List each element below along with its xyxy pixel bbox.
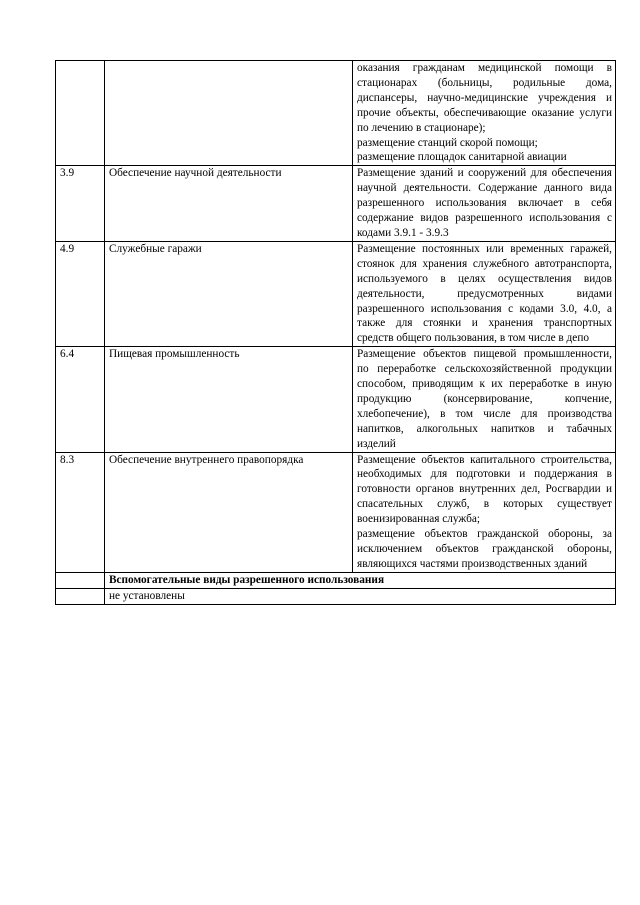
aux-value: не установлены: [105, 588, 616, 604]
name-cell: Служебные гаражи: [105, 241, 353, 346]
aux-value-row: [56, 588, 616, 604]
description-paragraph: Размещение объектов капитального строительства, необходимых для подготовки и поддержания в готовности органов внутренних дел, Росгвардии и спасательных служб, в которых существует военизированная служба;: [357, 453, 612, 526]
table-row: [56, 347, 616, 452]
name-cell: Пищевая промышленность: [105, 347, 353, 452]
code-cell: 3.9: [56, 166, 105, 242]
document-page: [55, 60, 615, 605]
description-paragraph: размещение объектов гражданской обороны, за исключением объектов гражданской обороны, являющихся частями производственных зданий: [357, 528, 612, 570]
code-cell: 8.3: [56, 452, 105, 572]
code-cell: [56, 61, 105, 166]
aux-heading: Вспомогательные виды разрешенного использования: [105, 572, 616, 588]
description-paragraph: Размещение объектов пищевой промышленности, по переработке сельскохозяйственной продукции способом, приводящим к их переработке в иную продукцию (консервирование, копчение, хлебопечение), в том числе для производства напитков, алкогольных напитков и табачных изделий: [357, 348, 612, 450]
table-row: [56, 166, 616, 242]
name-cell: [105, 61, 353, 166]
empty-cell: [56, 572, 105, 588]
description-paragraph: оказания гражданам медицинской помощи в стационарах (больницы, родильные дома, диспансеры, научно-медицинские учреждения и прочие объекты, обеспечивающие оказание услуги по лечению в стационаре);: [357, 62, 612, 134]
description-paragraph: Размещение зданий и сооружений для обеспечения научной деятельности. Содержание данного вида разрешенного использования включает в себя содержание видов разрешенного использования с кодами 3.9.1 - 3.9.3: [357, 167, 612, 239]
table-row: [56, 452, 616, 572]
description-paragraph: Размещение постоянных или временных гаражей, стоянок для хранения служебного автотранспорта, используемого в целях осуществления видов деятельности, предусмотренных видами разрешенного использования с кодами 3.0, 4.0, а также для стоянки и хранения транспортных средств общего пользования, в том числе в депо: [357, 242, 612, 345]
description-cell: [353, 347, 616, 452]
aux-heading-row: [56, 572, 616, 588]
description-cell: [353, 241, 616, 346]
description-cell: [353, 61, 616, 166]
table-row: [56, 241, 616, 346]
empty-cell: [56, 588, 105, 604]
land-use-table: [55, 60, 616, 605]
description-cell: [353, 166, 616, 242]
description-paragraph: размещение станций скорой помощи;: [357, 136, 538, 149]
name-cell: Обеспечение научной деятельности: [105, 166, 353, 242]
description-paragraph: размещение площадок санитарной авиации: [357, 151, 567, 164]
name-cell: Обеспечение внутреннего правопорядка: [105, 452, 353, 572]
table-row: [56, 61, 616, 166]
description-cell: [353, 452, 616, 572]
code-cell: 6.4: [56, 347, 105, 452]
code-cell: 4.9: [56, 241, 105, 346]
